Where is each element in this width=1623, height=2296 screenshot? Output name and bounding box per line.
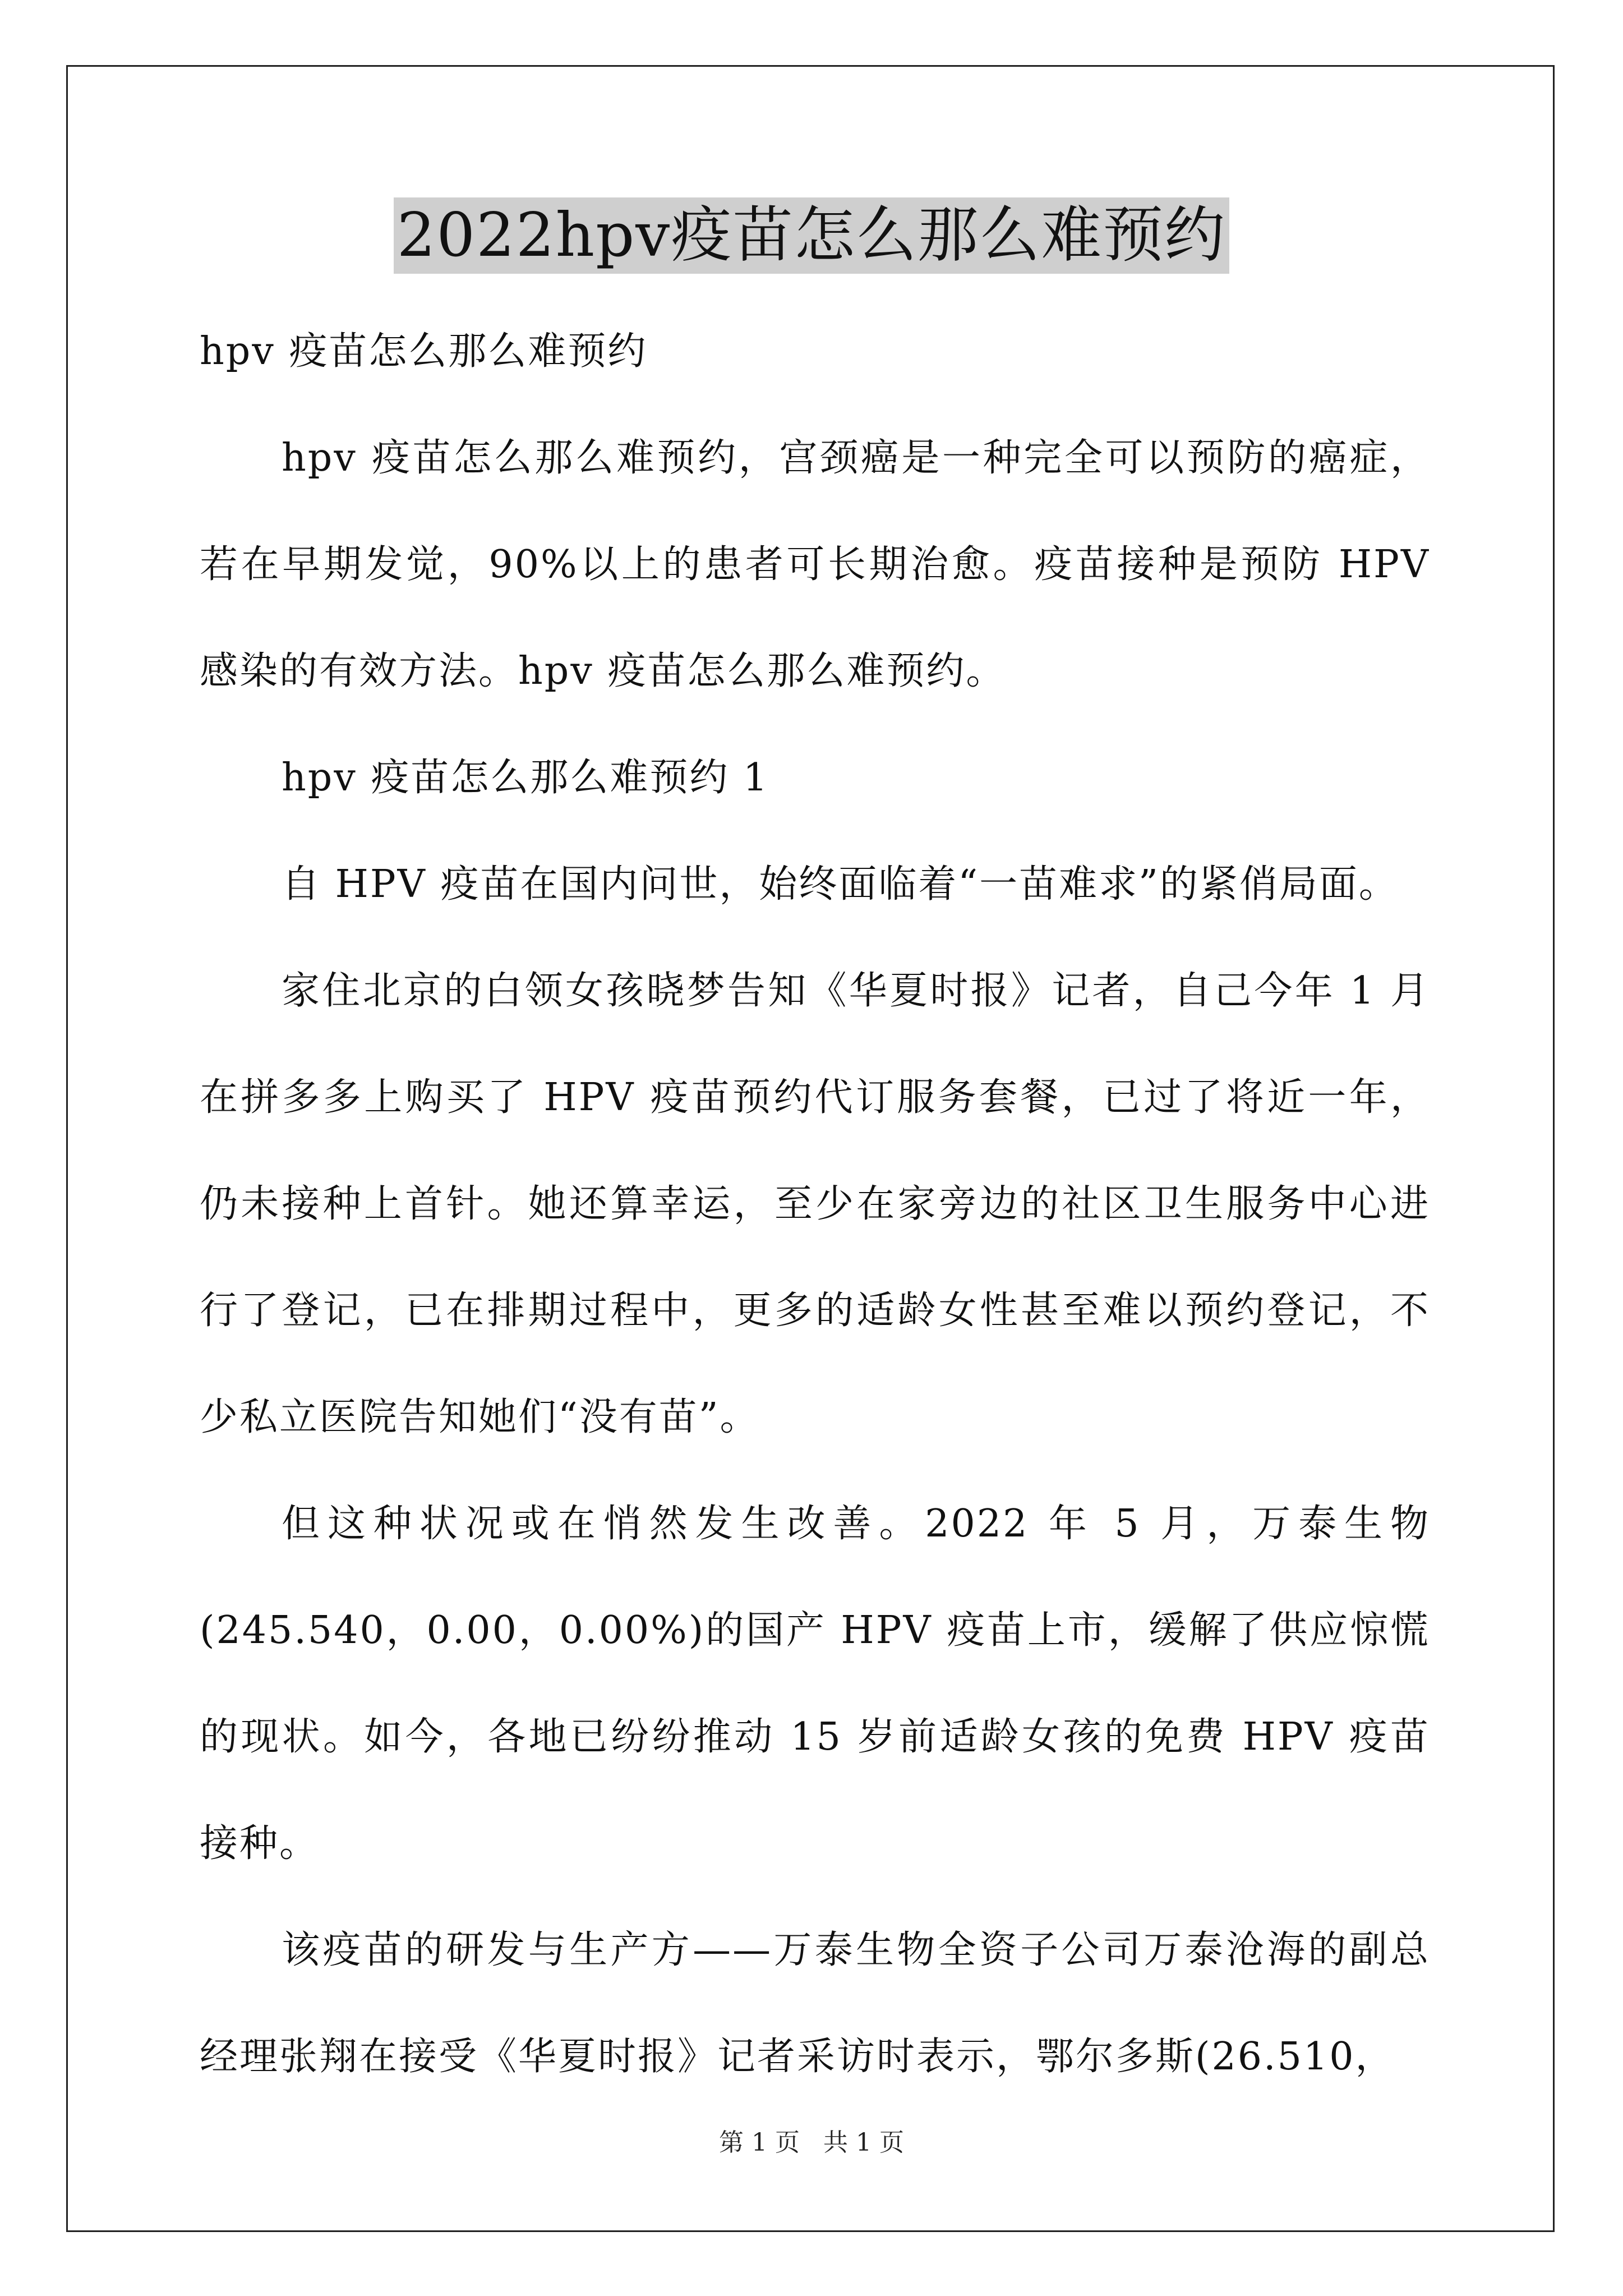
page-footer	[0, 2126, 1623, 2160]
paragraph: 但这种状况或在悄然发生改善。2022 年 5 月，万泰生物(245.540，0.00，0.00%)的国产 HPV 疫苗上市，缓解了供应惊慌的现状。如今，各地已纷纷推动 15 岁前适龄女孩的免费 HPV 疫苗接种。	[200, 1502, 1430, 1866]
title-container	[0, 197, 1623, 274]
page-number: 第 1 页	[719, 2128, 800, 2157]
paragraph-section-title: hpv 疫苗怎么那么难预约 1	[282, 756, 769, 800]
paragraph: 该疫苗的研发与生产方——万泰生物全资子公司万泰沧海的副总经理张翔在接受《华夏时报》记者采访时表示，鄂尔多斯(26.510，	[200, 1928, 1430, 2079]
paragraph-intro: hpv 疫苗怎么那么难预约，宫颈癌是一种完全可以预防的癌症，若在早期发觉，90%以上的患者可长期治愈。疫苗接种是预防 HPV 感染的有效方法。hpv 疫苗怎么那么难预约。	[200, 436, 1430, 693]
paragraph: 家住北京的白领女孩晓梦告知《华夏时报》记者，自己今年 1 月在拼多多上购买了 HPV 疫苗预约代订服务套餐，已过了将近一年，仍未接种上首针。她还算幸运，至少在家旁边的社区卫生服务中心进行了登记，已在排期过程中，更多的适龄女性甚至难以预约登记，不少私立医院告知她们“没有苗”。	[200, 969, 1430, 1439]
total-pages: 共 1 页	[823, 2128, 904, 2157]
document-body	[200, 298, 1430, 2110]
document-title: 2022hpv疫苗怎么那么难预约	[394, 197, 1230, 274]
paragraph: 自 HPV 疫苗在国内问世，始终面临着“一苗难求”的紧俏局面。	[282, 862, 1399, 907]
paragraph-heading: hpv 疫苗怎么那么难预约	[200, 329, 648, 374]
